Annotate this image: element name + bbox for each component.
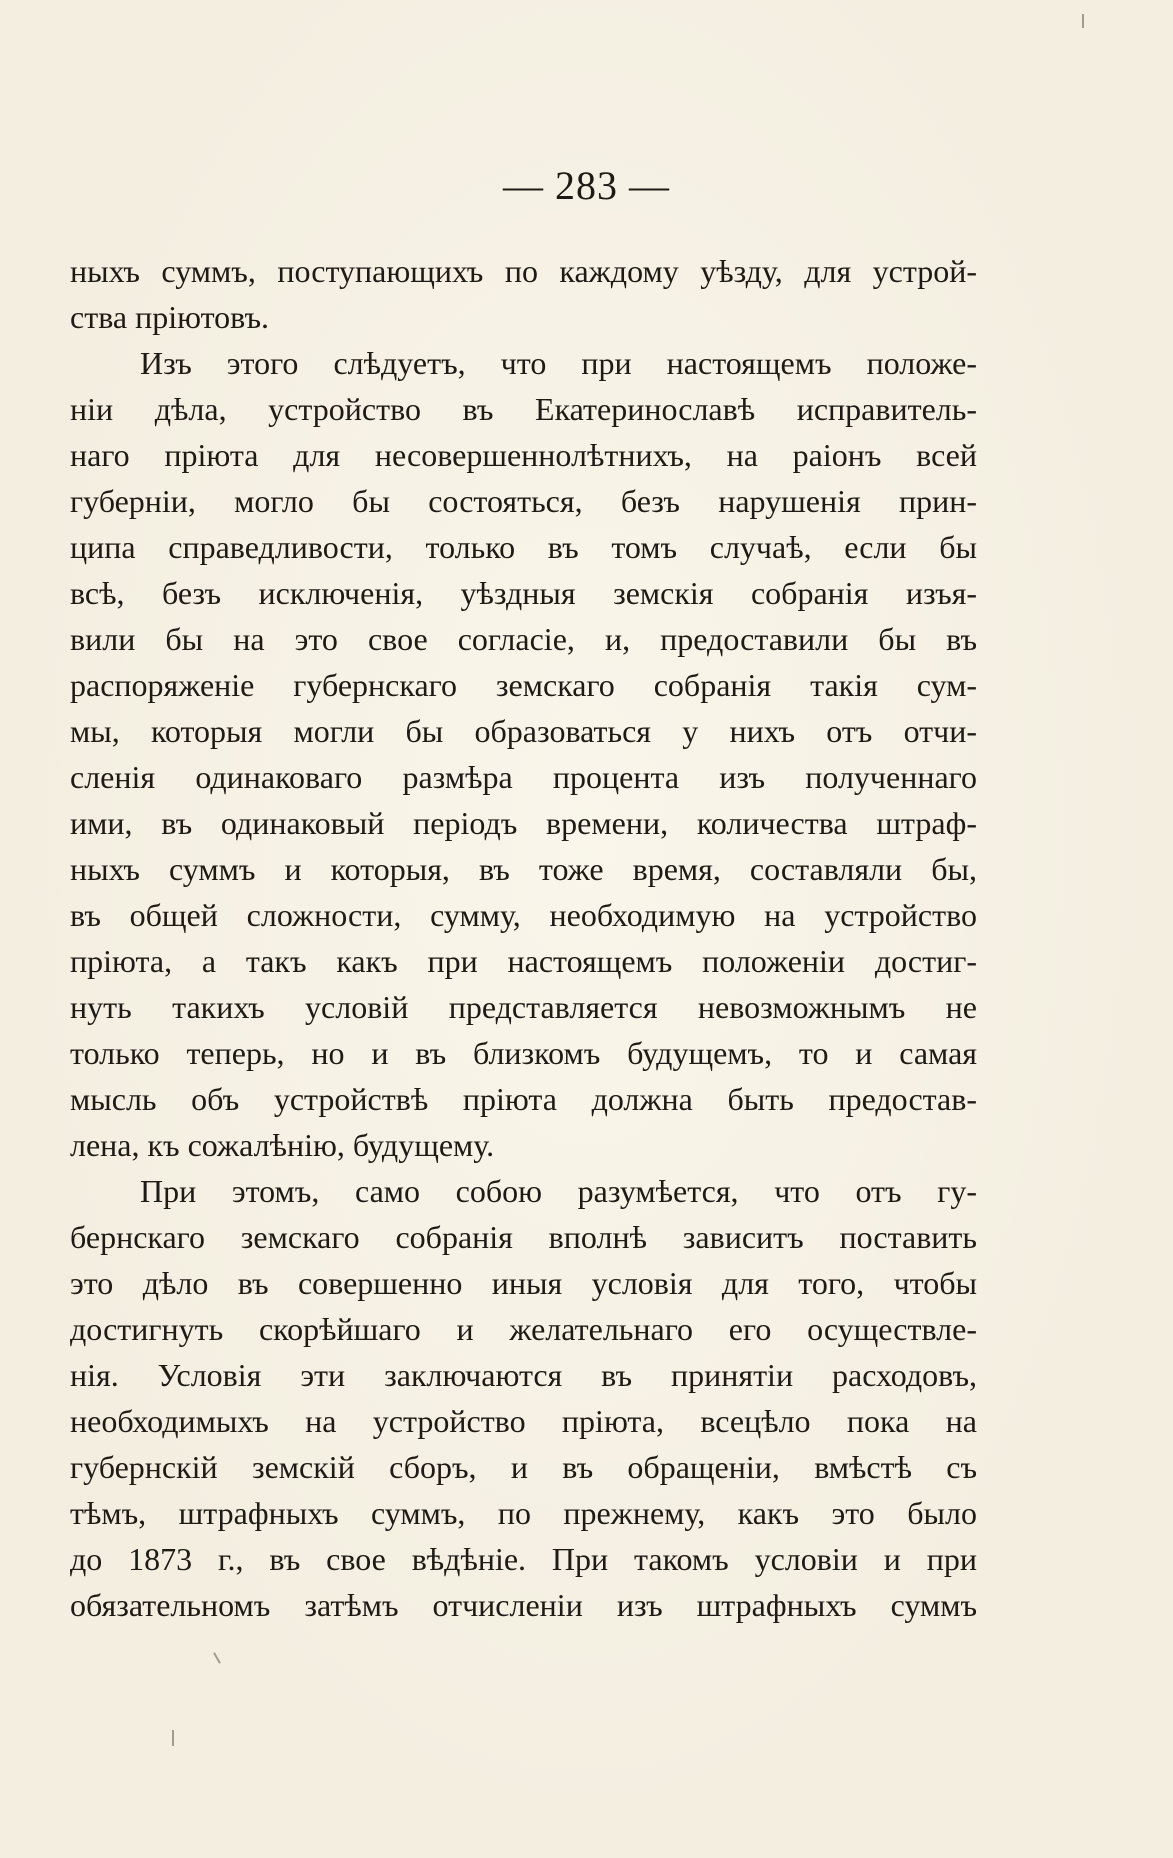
- text-line: мысль объ устройствѣ пріюта должна быть предостав-: [70, 1081, 977, 1117]
- text-line: ныхъ суммъ и которыя, въ тоже время, составляли бы,: [70, 851, 977, 887]
- text-line: достигнуть скорѣйшаго и желательнаго его осуществле-: [70, 1311, 977, 1347]
- text-line: обязательномъ затѣмъ отчисленіи изъ штрафныхъ суммъ: [70, 1587, 977, 1623]
- text-line: всѣ, безъ исключенія, уѣздныя земскія собранія изъя-: [70, 575, 977, 611]
- scan-speck: [213, 1652, 221, 1663]
- scan-speck: [1082, 14, 1084, 28]
- text-line: распоряженіе губернскаго земскаго собранія такія сум-: [70, 667, 977, 703]
- text-line: Изъ этого слѣдуетъ, что при настоящемъ положе-: [140, 345, 977, 381]
- page-number: — 283 —: [503, 163, 670, 208]
- text-line: лена, къ сожалѣнію, будущему.: [70, 1127, 495, 1163]
- text-line: только теперь, но и въ близкомъ будущемъ, то и самая: [70, 1035, 977, 1071]
- text-line: ства пріютовъ.: [70, 299, 269, 335]
- text-line: При этомъ, само собою разумѣется, что отъ гу-: [140, 1173, 977, 1209]
- text-line: губернскій земскій сборъ, и въ обращеніи, вмѣстѣ съ: [70, 1449, 977, 1485]
- text-line: это дѣло въ совершенно иныя условія для того, чтобы: [70, 1265, 977, 1301]
- text-line: наго пріюта для несовершеннолѣтнихъ, на раіонъ всей: [70, 437, 977, 473]
- text-line: сленія одинаковаго размѣра процента изъ полученнаго: [70, 759, 977, 795]
- text-line: ими, въ одинаковый періодъ времени, количества штраф-: [70, 805, 977, 841]
- text-line: губерніи, могло бы состояться, безъ нарушенія прин-: [70, 483, 977, 519]
- text-line: до 1873 г., въ свое вѣдѣніе. При такомъ условіи и при: [70, 1541, 977, 1577]
- text-line: тѣмъ, штрафныхъ суммъ, по прежнему, какъ это было: [70, 1495, 977, 1531]
- text-line: нія. Условія эти заключаются въ принятіи расходовъ,: [70, 1357, 977, 1393]
- text-line: ципа справедливости, только въ томъ случаѣ, если бы: [70, 529, 977, 565]
- text-line: пріюта, а такъ какъ при настоящемъ положеніи достиг-: [70, 943, 977, 979]
- text-line: ніи дѣла, устройство въ Екатеринославѣ исправитель-: [70, 391, 977, 427]
- scan-speck: [172, 1730, 174, 1746]
- text-line: бернскаго земскаго собранія вполнѣ зависитъ поставить: [70, 1219, 977, 1255]
- text-line: ныхъ суммъ, поступающихъ по каждому уѣзду, для устрой-: [70, 253, 977, 289]
- text-line: необходимыхъ на устройство пріюта, всецѣло пока на: [70, 1403, 977, 1439]
- body-text: [70, 248, 977, 1628]
- text-line: мы, которыя могли бы образоваться у нихъ отъ отчи-: [70, 713, 977, 749]
- text-line: вили бы на это свое согласіе, и, предоставили бы въ: [70, 621, 977, 657]
- text-line: въ общей сложности, сумму, необходимую на устройство: [70, 897, 977, 933]
- text-line: нуть такихъ условій представляется невозможнымъ не: [70, 989, 977, 1025]
